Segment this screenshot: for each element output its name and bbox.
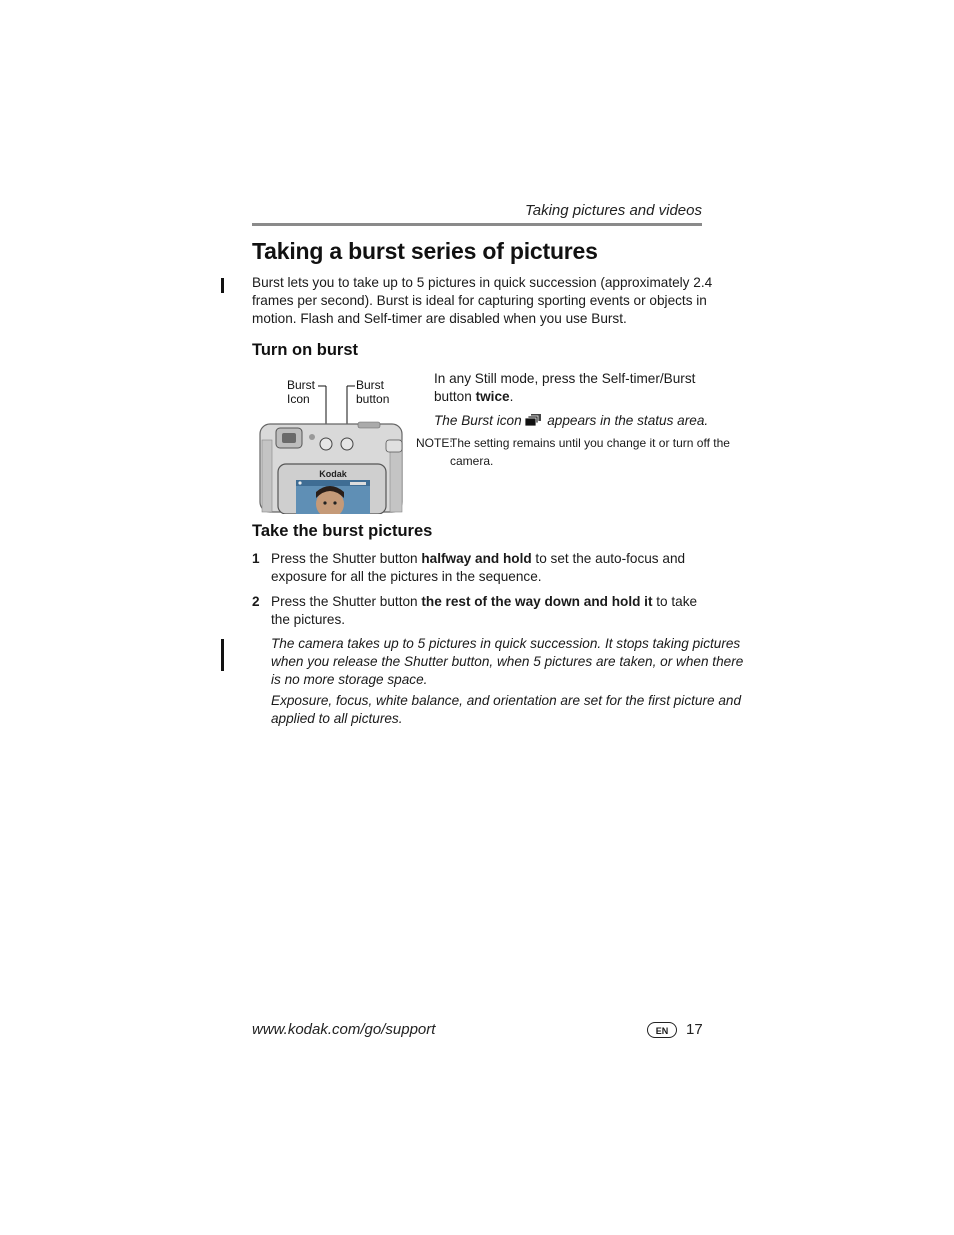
zoom-button xyxy=(386,440,402,452)
result-line: Exposure, focus, white balance, and orientation are set for the first picture and xyxy=(271,693,742,708)
brand-text: Kodak xyxy=(319,469,347,479)
label-line: Icon xyxy=(287,392,310,406)
subheading-take-burst: Take the burst pictures xyxy=(252,522,433,540)
camera-illustration xyxy=(258,380,404,514)
header-rule xyxy=(252,223,702,226)
text-run: Press the Shutter button xyxy=(271,594,422,609)
lcd-photo-eye xyxy=(323,501,326,504)
lcd-photo-eye xyxy=(333,501,336,504)
step-line: the pictures. xyxy=(271,612,346,627)
step-number: 1 xyxy=(252,551,260,566)
emphasis: halfway and hold xyxy=(421,551,532,566)
burst-settings-paragraph xyxy=(271,692,741,728)
lcd-status-icon xyxy=(350,482,366,485)
button xyxy=(341,438,353,450)
step-line: exposure for all the pictures in the sequence. xyxy=(271,569,542,584)
burst-result-paragraph xyxy=(271,635,743,689)
zoom-lever xyxy=(358,422,380,428)
lcd-status-icon xyxy=(298,481,301,484)
note-line: camera. xyxy=(450,454,494,468)
instruction-line xyxy=(434,388,695,406)
step-line xyxy=(271,593,697,611)
text-run: to take xyxy=(652,594,698,609)
note-label: NOTE: xyxy=(416,436,453,450)
subheading-turn-on-burst: Turn on burst xyxy=(252,341,359,359)
running-header: Taking pictures and videos xyxy=(524,202,702,219)
step-number: 2 xyxy=(252,594,260,609)
burst-icon xyxy=(525,413,543,427)
turn-on-instruction xyxy=(434,370,695,406)
intro-paragraph xyxy=(252,274,712,328)
text-run: button xyxy=(434,389,476,404)
instruction-line: In any Still mode, press the Self-timer/Burst xyxy=(434,371,696,386)
label-line: button xyxy=(356,392,390,406)
text-run: to set the auto-focus and xyxy=(531,551,686,566)
change-bar xyxy=(221,278,224,293)
turn-on-result xyxy=(434,412,708,430)
step-line xyxy=(271,550,685,568)
result-line: is no more storage space. xyxy=(271,672,428,687)
indicator-light xyxy=(309,434,315,440)
page-number: 17 xyxy=(686,1021,703,1038)
language-badge: EN xyxy=(647,1022,677,1038)
note-body xyxy=(450,434,730,470)
step-text xyxy=(271,550,685,586)
intro-line: Burst lets you to take up to 5 pictures in quick succession (approximately 2.4 xyxy=(252,275,713,290)
change-bar xyxy=(221,639,224,671)
emphasis: the rest of the way down and hold it xyxy=(421,594,653,609)
text-run: appears in the status area. xyxy=(543,413,709,428)
intro-line: motion. Flash and Self-timer are disabled when you use Burst. xyxy=(252,311,627,326)
intro-line: frames per second). Burst is ideal for capturing sporting events or objects in xyxy=(252,293,707,308)
emphasis: twice xyxy=(475,389,510,404)
page-title: Taking a burst series of pictures xyxy=(252,238,598,264)
note-line: The setting remains until you change it or turn off the xyxy=(450,436,730,450)
text-run: The Burst icon xyxy=(434,413,526,428)
label-line: Burst xyxy=(356,378,385,392)
text-run: . xyxy=(509,389,514,404)
result-line: The camera takes up to 5 pictures in quick succession. It stops taking pictures xyxy=(271,636,741,651)
viewfinder-glass xyxy=(282,433,296,443)
text-run: Press the Shutter button xyxy=(271,551,422,566)
result-line: when you release the Shutter button, when 5 pictures are taken, or when there xyxy=(271,654,744,669)
camera-grip xyxy=(262,440,272,512)
button xyxy=(320,438,332,450)
footer-url: www.kodak.com/go/support xyxy=(252,1021,436,1038)
result-line: applied to all pictures. xyxy=(271,711,403,726)
label-line: Burst xyxy=(287,378,316,392)
step-text xyxy=(271,593,697,629)
